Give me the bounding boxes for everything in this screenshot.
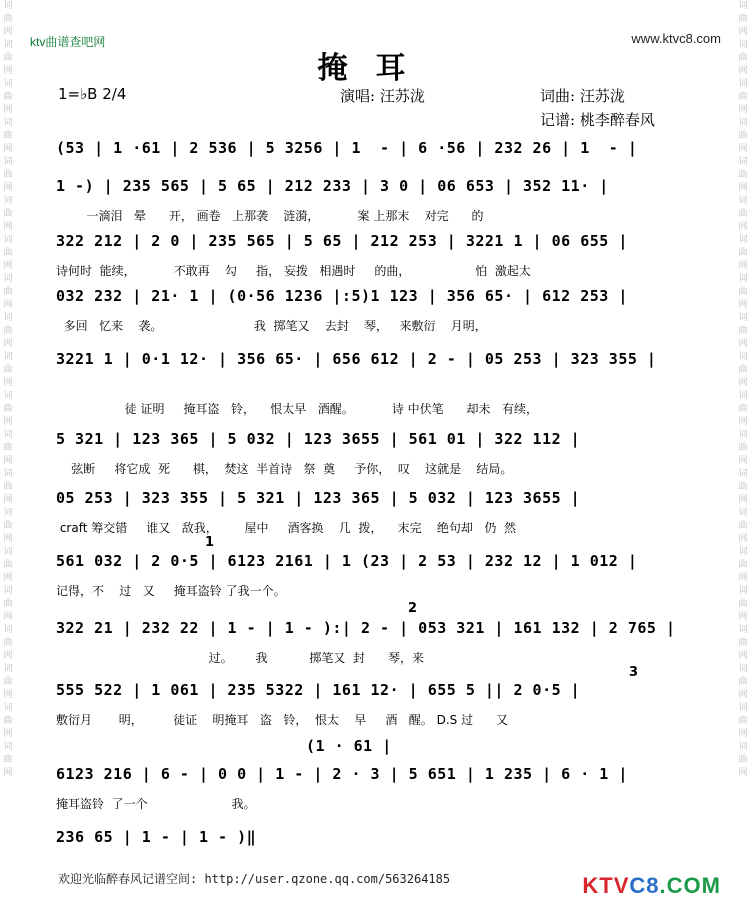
notation: 555 522 | 1 061 | 235 5322 | 161 12· | 655 5 || 2 0·5 | bbox=[56, 681, 581, 699]
lyrics: 多回 忆来 袭。 我 掷笔又 去封 琴， 来敷衍 月明， bbox=[56, 319, 487, 333]
notation: 236 65 | 1 - | 1 - )‖ bbox=[56, 828, 257, 846]
logo-part-c8: C8 bbox=[629, 873, 660, 898]
notation: 322 212 | 2 0 | 235 565 | 5 65 | 212 253 | 3221 1 | 06 655 | bbox=[56, 232, 628, 250]
volta-2-label: 2 bbox=[408, 601, 418, 616]
logo-part-com: .COM bbox=[659, 873, 721, 898]
composer-credit: 词曲: 汪苏泷 bbox=[540, 87, 625, 105]
notation: 3221 1 | 0·1 12· | 356 65· | 656 612 | 2 - | 05 253 | 323 355 | bbox=[56, 350, 657, 368]
notation: 5 321 | 123 365 | 5 032 | 123 3655 | 561 01 | 322 112 | bbox=[56, 430, 581, 448]
lyrics: craft 筹交错 谁又 敌我， 屋中 酒客换 几 拨， 末完 绝句却 仍 然 bbox=[56, 521, 516, 535]
ktvc8-logo bbox=[582, 873, 721, 899]
notation: 05 253 | 323 355 | 5 321 | 123 365 | 5 032 | 123 3655 | bbox=[56, 489, 581, 507]
volta-1-label: 1 bbox=[205, 535, 215, 550]
lyrics: 徒 证明 掩耳盗 铃， 恨太早 酒醒。 诗 中伏笔 却未 有续， bbox=[56, 402, 538, 416]
site-name-left: ktv曲谱查吧网 bbox=[30, 35, 106, 49]
transcriber-credit: 记谱: 桃李醉春风 bbox=[540, 111, 655, 129]
alternate-ending-notation: (1 · 61 | bbox=[306, 737, 392, 755]
site-url-right[interactable]: www.ktvc8.com bbox=[631, 31, 721, 46]
notation: 032 232 | 21· 1 | (0·56 1236 |:5)1 123 | 356 65· | 612 253 | bbox=[56, 287, 628, 305]
volta-3-label: 3 bbox=[629, 665, 639, 680]
song-title: 掩耳 bbox=[317, 51, 434, 86]
notation: 561 032 | 2 0·5 | 6123 2161 | 1 (23 | 2 53 | 232 12 | 1 012 | bbox=[56, 552, 638, 570]
lyrics: 记得，不 过 又 掩耳盗铃 了我一个。 bbox=[56, 584, 286, 598]
lyrics: 弦断 将它成 死 棋， 焚这 半首诗 祭 奠 予你， 叹 这就是 结局。 bbox=[56, 462, 513, 476]
lyrics: 过。 我 掷笔又 封 琴，来 bbox=[56, 651, 424, 665]
singer-credit: 演唱: 汪苏泷 bbox=[340, 87, 425, 105]
score-sheet bbox=[20, 25, 731, 900]
lyrics: 诗何时 能续， 不敢再 勾 指， 妄拨 相遇时 的曲， 怕 激起太 bbox=[56, 264, 531, 278]
watermark-left: 词曲网词曲网词曲网词曲网词曲网词曲网词曲网词曲网词曲网词曲网词曲网词曲网词曲网词曲网词曲网词曲网词曲网词曲网词曲网词曲网 bbox=[3, 1, 13, 778]
key-signature: 1=♭B 2/4 bbox=[58, 85, 127, 103]
notation: 322 21 | 232 22 | 1 - | 1 - ):| 2 - | 053 321 | 161 132 | 2 765 | bbox=[56, 619, 676, 637]
logo-part-ktv: KTV bbox=[582, 873, 630, 898]
notation: 1 -) | 235 565 | 5 65 | 212 233 | 3 0 | 06 653 | 352 11· | bbox=[56, 177, 609, 195]
watermark-right: 词曲网词曲网词曲网词曲网词曲网词曲网词曲网词曲网词曲网词曲网词曲网词曲网词曲网词曲网词曲网词曲网词曲网词曲网词曲网词曲网 bbox=[738, 1, 748, 778]
notation: (53 | 1 ·61 | 2 536 | 5 3256 | 1 - | 6 ·56 | 232 26 | 1 - | bbox=[56, 139, 638, 157]
lyrics: 敷衍月 明， 徒证 明掩耳 盗 铃， 恨太 早 酒 醒。 D.S 过 又 bbox=[56, 713, 508, 727]
notation: 6123 216 | 6 - | 0 0 | 1 - | 2 · 3 | 5 651 | 1 235 | 6 · 1 | bbox=[56, 765, 628, 783]
lyrics: 掩耳盗铃 了一个 我。 bbox=[56, 797, 256, 811]
lyrics: 一滴泪 晕 开， 画卷 上那袭 涟漪， 案 上那末 对完 的 bbox=[56, 209, 484, 223]
footer-text: 欢迎光临醉春风记谱空间: http://user.qzone.qq.com/563264185 bbox=[58, 872, 451, 886]
